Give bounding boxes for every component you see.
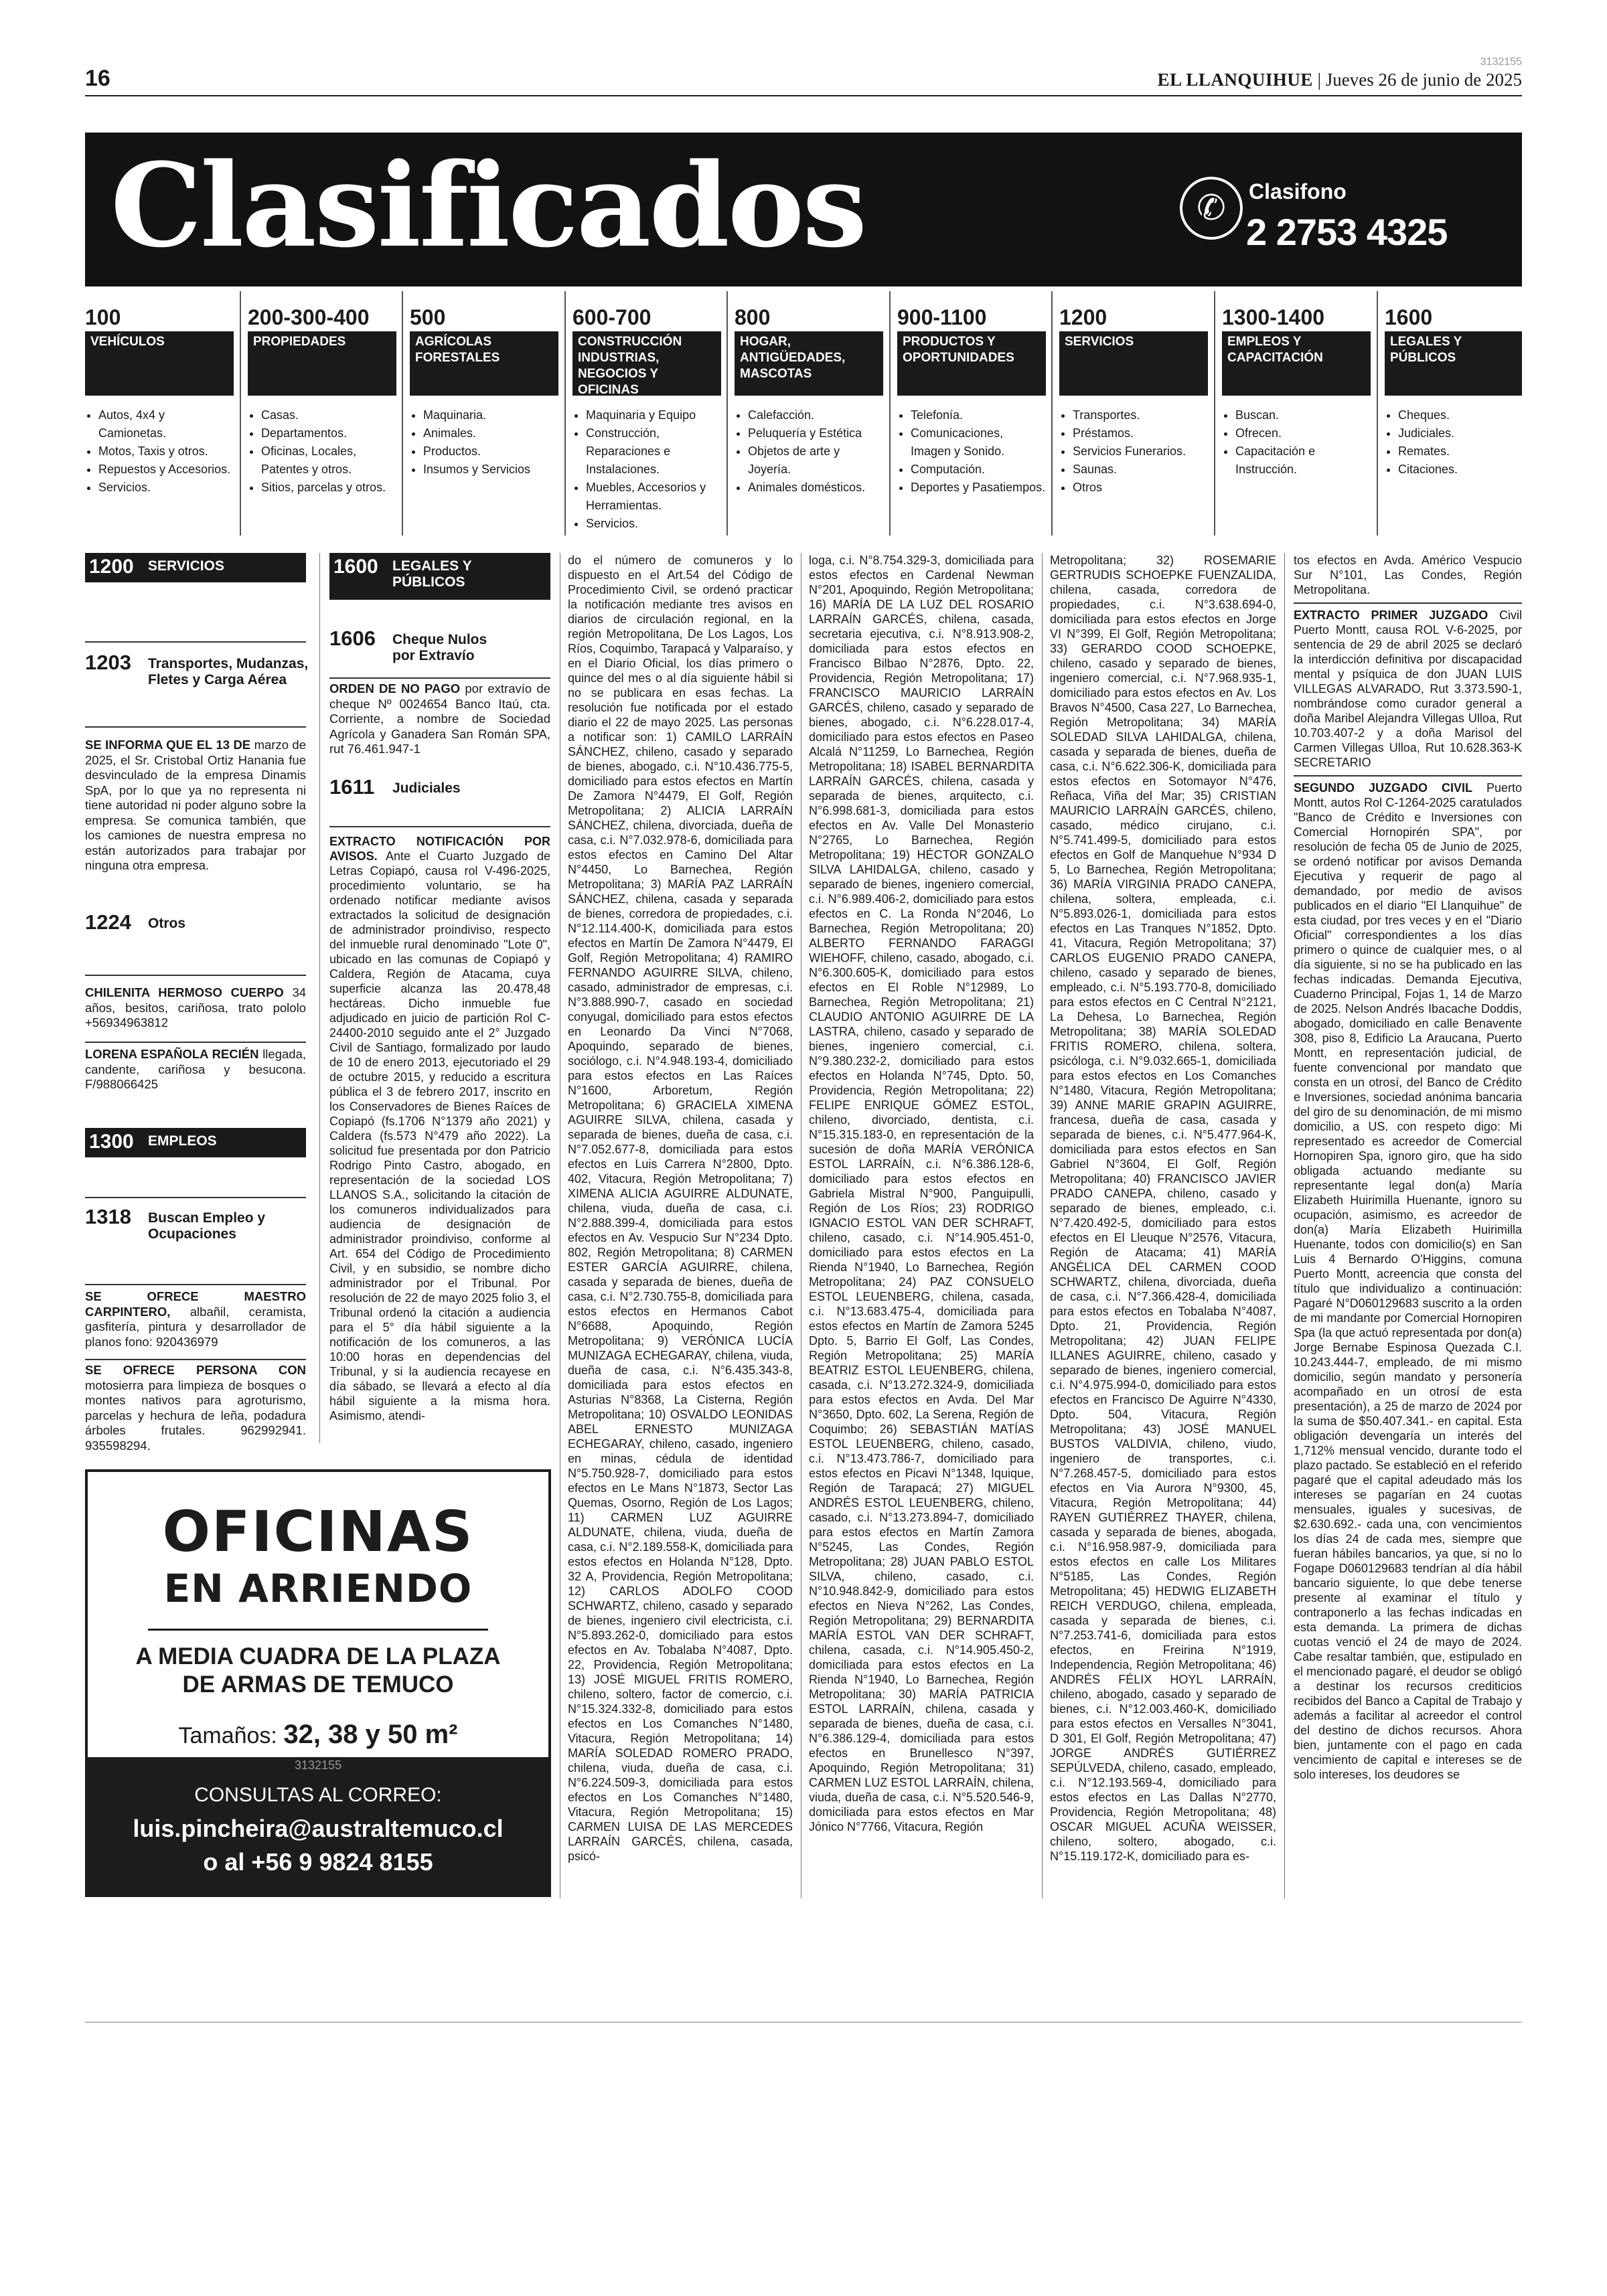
section-name: EMPLEOS [148,1133,217,1149]
category-1200 [1059,305,1208,532]
classifieds-banner [85,133,1522,286]
category-code: 100 [85,305,121,329]
category-items [1385,406,1522,479]
divider [329,826,550,827]
category-item: • Muebles, Accesorios y Herramientas. [586,479,721,515]
category-item: • Casas. [261,406,396,424]
subsection-name: Buscan Empleo y Ocupaciones [148,1210,266,1242]
subsection-buscan [85,1205,313,1258]
sizes-value: 32, 38 y 50 m² [283,1720,458,1749]
ad-chilenita [85,985,306,1031]
divider [85,1042,306,1043]
category-item: • Remates. [1398,442,1522,461]
subsection-code: 1224 [85,910,131,934]
category-item: • Repuestos y Accesorios. [98,461,234,479]
category-item: • Cheques. [1398,406,1522,424]
subsection-code: 1606 [329,627,376,650]
category-name: AGRÍCOLAS FORESTALES [410,331,558,396]
section-header-empleos [85,1128,306,1157]
category-divider [1377,291,1378,536]
section-code: 1300 [89,1131,134,1153]
category-name: CONSTRUCCIÓN INDUSTRIAS, NEGOCIOS Y OFICINAS [572,331,721,396]
category-name: LEGALES Y PÚBLICOS [1385,331,1522,396]
ad-lead: CHILENITA HERMOSO CUERPO [85,985,284,999]
divider [85,641,306,643]
office-ad-id-stamp: 3132155 [294,1758,342,1772]
divider [85,1284,306,1285]
ad-lead: SE OFRECE MAESTRO CARPINTERO, [85,1289,306,1319]
office-ad-panel [88,1472,548,1757]
subsection-otros [85,910,313,937]
category-divider [726,291,728,536]
category-divider [240,291,241,536]
phone-icon: ✆ [1180,177,1243,240]
category-item: • Transportes. [1073,406,1208,424]
category-item: • Insumos y Servicios [423,461,558,479]
subsection-name: Cheque Nulos por Extravío [392,632,487,663]
category-divider [1214,291,1215,536]
category-code: 600-700 [572,305,652,329]
category-items [85,406,234,497]
divider [148,1629,488,1631]
category-items [572,406,721,533]
category-item: • Maquinaria y Equipo [586,406,721,424]
category-code: 200-300-400 [248,305,370,329]
publication-line: EL LLANQUIHUE | Jueves 26 de junio de 2025 [1157,70,1522,90]
subsection-code: 1203 [85,651,131,674]
page-number: 16 [85,66,110,91]
category-code: 800 [735,305,771,329]
category-item: • Departamentos. [261,424,396,442]
divider [85,726,306,728]
notice-body: Civil Puerto Montt, causa ROL V-6-2025, por sentencia de 29 de abril 2025 se declaró la interdicción definitiva por discapacidad mental y psíquica de don JUAN LUIS VILLEGAS ALVARADO, Rut 3.373.590-1, nombrándose como curador general a doña Maribel Alejandra Villegas Ulloa, Rut 10.703.407-2 y a doña Marisol del Carmen Villegas Ulloa, Rut 10.628.363-K SECRETARIO [1294,608,1522,769]
subsection-name: Otros [148,916,186,931]
notices-col6 [1294,553,1522,1898]
category-item: • Construcción, Reparaciones e Instalaciones. [586,424,721,479]
category-item: • Sitios, parcelas y otros. [261,479,396,497]
category-item: • Judiciales. [1398,424,1522,442]
category-code: 1600 [1385,305,1433,329]
subsection-code: 1611 [329,775,375,799]
category-item: • Productos. [423,442,558,461]
ad-lead: SE INFORMA QUE EL 13 DE [85,738,251,752]
office-rental-ad [85,1469,551,1897]
category-item: • Deportes y Pasatiempos. [911,479,1046,497]
divider [85,975,306,976]
notice-continuation-col4: loga, c.i. N°8.754.329-3, domiciliada para estos efectos en Cardenal Newman N°201, Apoquindo, Región Metropolitana; 16) MARÍA DE LA LUZ DEL ROSARIO LARRAÍN GARCÉS, chilena, casada, secretaria ejecutiva, c.i. N°8.913.908-2, domiciliada para estos efectos en Francisco Bilbao N°2876, Dpto. 22, Providencia, Región Metropolitana; 17) FRANCISCO MAURICIO LARRAÍN GARCÉS, chileno, casado y separado de bienes, abogado, c.i. N°6.228.017-4, domiciliado para estos efectos en Paseo Alcalá N°11259, Lo Barnechea, Región Metropolitana; 18) ISABEL BERNARDITA LARRAÍN GARCÉS, chilena, casada y separada de bienes, arquitecto, c.i. N°6.998.681-3, domiciliada para estos efectos en Av. Valle Del Monasterio N°2765, Lo Barnechea, Región Metropolitana; 19) HÉCTOR GONZALO SILVA LAHIDALGA, chileno, casado y separado de bienes, ingeniero comercial, c.i. N°6.989.406-2, domiciliado para estos efectos en C. La Ronda N°2046, Lo Barnechea, Región Metropolitana; 20) ALBERTO FERNANDO FARAGGI WIEHOFF, chileno, casado, abogado, c.i. N°6.300.605-K, domiciliado para estos efectos en El Roble N°12989, Lo Barnechea, Región Metropolitana; 21) CLAUDIO ANTONIO AGUIRRE DE LA LASTRA, chileno, casado y separado de bienes, ingeniero comercial, c.i. N°9.380.232-2, domiciliado para estos efectos en Holanda N°745, Dpto. 50, Providencia, Región Metropolitana; 22) FELIPE ENRIQUE GÓMEZ ESTOL, chileno, divorciado, dentista, c.i. N°15.315.183-0, en representación de la sucesión de doña MARÍA VERÓNICA ESTOL LARRAÍN, c.i. N°6.386.128-6, domiciliado para estos efectos en Gabriela Mistral N°900, Panguipulli, Región de Los Ríos; 23) RODRIGO IGNACIO ESTOL VAN DER SCHRAFT, chileno, casado, c.i. N°14.905.451-0, domiciliado para estos efectos en La Rienda N°1940, Lo Barnechea, Región Metropolitana; 24) PAZ CONSUELO ESTOL LEUENBERG, chilena, casada, c.i. N°13.683.475-4, domiciliada para estos efectos en Martín de Zamora 5245 Dpto. 5, Barrio El Golf, Las Condes, Región Metropolitana; 25) MARÍA BEATRIZ ESTOL LEUENBERG, chilena, casada, c.i. N°13.272.324-9, domiciliada para estos efectos en Avda. Del Mar N°3650, Dpto. 602, La Serena, Región de Coquimbo; 26) SEBASTIÁN MATÍAS ESTOL LEUENBERG, chileno, casado, c.i. N°13.473.786-7, domiciliado para estos efectos en Picavi N°1348, Iquique, Región de Tarapacá; 27) MIGUEL ANDRÉS ESTOL LEUENBERG, chileno, casado, c.i. N°13.273.894-7, domiciliado para estos efectos en Martín Zamora N°5245, Las Condes, Región Metropolitana; 28) JUAN PABLO ESTOL SILVA, chileno, casado, c.i. N°10.948.842-9, domiciliado para estos efectos en Nieva N°262, Las Condes, Región Metropolitana; 29) BERNARDITA MARÍA ESTOL VAN DER SCHRAFT, chilena, casada, c.i. N°14.905.450-2, domiciliada para estos efectos en La Rienda N°1940, Lo Barnechea, Región Metropolitana; 30) MARÍA PATRICIA ESTOL LARRAÍN, chilena, casada y separada de bienes, dueña de casa, c.i. N°6.386.129-4, domiciliada para estos efectos en Brunellesco N°397, Apoquindo, Región Metropolitana; 31) CARMEN LUZ ESTOL LARRAÍN, chilena, viuda, dueña de casa, c.i. N°5.520.546-9, domiciliada para estos efectos en Mar Jónico N°7766, Vitacura, Región [809,554,1034,1833]
category-name: PRODUCTOS Y OPORTUNIDADES [897,331,1046,396]
section-name: LEGALES Y PÚBLICOS [392,558,472,590]
ad-persona [85,1363,306,1453]
column-divider [1042,553,1043,1898]
notice-extracto-copiapo [329,834,550,1423]
ad-body: llegada, candente, cariñosa y besucona. F/988066425 [85,1047,306,1091]
category-items [248,406,396,497]
notice-continuation-col3: do el número de comuneros y lo dispuesto en el Art.54 del Código de Procedimiento Civil, se ordenó practicar la notificación mediante tres avisos en diarios de circulación regional, en la región Metropolitana, De Los Lagos, Los Ríos, Coquimbo, Tarapacá y Valparaíso, y en el Diario Oficial, los días primero o quince del mes o al día siguiente hábil si no se publicara en esas fechas. La resolución fue notificada por el estado diario el 22 de mayo 2025. Las personas a notificar son: 1) CAMILO LARRAÍN SÁNCHEZ, chileno, casado y separado de bienes, abogado, c.i. N°10.436.775-5, domiciliado para estos efectos en Martín De Zamora N°4479, El Golf, Región Metropolitana; 2) ALICIA LARRAÍN SÁNCHEZ, chilena, divorciada, dueña de casa, c.i. N°7.032.978-6, domiciliada para estos efectos en Camino Del Altar N°4450, Lo Barnechea, Región Metropolitana; 3) MARÍA PAZ LARRAÍN SÁNCHEZ, chilena, casada y separada de bienes, corredora de propiedades, c.i. N°12.114.400-K, domiciliada para estos efectos en Martín De Zamora N°4479, El Golf, Región Metropolitana; 4) RAMIRO FERNANDO AGUIRRE SILVA, chileno, casado, administrador de empresas, c.i. N°3.888.990-7, casado en sociedad conyugal, domiciliado para estos efectos en Leonardo Da Vinci N°7068, Apoquindo, separado de bienes, sociólogo, c.i. N°4.948.193-4, domiciliado para estos efectos en Las Raíces N°1600, Arboretum, Región Metropolitana; 6) GRACIELA XIMENA AGUIRRE SILVA, chilena, casada y separada de bienes, dueña de casa, c.i. N°7.052.677-8, domiciliada para estos efectos en Luis Carrera N°2800, Dpto. 402, Vitacura, Región Metropolitana; 7) XIMENA ALICIA AGUIRRE ALDUNATE, chilena, viuda, dueña de casa, c.i. N°2.888.399-4, domiciliada para estos efectos en Av. Vespucio Sur N°234 Dpto. 802, Región Metropolitana; 8) CARMEN ESTER GARCÍA AGUIRRE, chilena, casada y separada de bienes, dueña de casa, c.i. N°2.730.755-8, domiciliada para estos efectos en Hermanos Cabot N°6688, Apoquindo, Región Metropolitana; 9) VERÓNICA LUCÍA MUNIZAGA ECHEGARAY, chilena, viuda, dueña de casa, c.i. N°6.435.343-8, domiciliada para estos efectos en Asturias N°8368, La Cisterna, Región Metropolitana; 10) OSVALDO LEONIDAS ABEL ERNESTO MUNIZAGA ECHEGARAY, chileno, casado, ingeniero en minas, cédula de identidad N°5.750.928-7, domiciliado para estos efectos en Le Mans N°1873, Sector Las Quemas, Osorno, Región de Los Lagos; 11) CARMEN LUZ AGUIRRE ALDUNATE, chilena, viuda, dueña de casa, c.i. N°2.189.558-K, domiciliada para estos efectos en Holanda N°128, Dpto. 32 A, Providencia, Región Metropolitana; 12) CARLOS ADOLFO COOD SCHWARTZ, chileno, casado y separado de bienes, ingeniero civil electricista, c.i. N°5.893.262-0, domiciliado para estos efectos en Av. Tobalaba N°4087, Dpto. 22, Providencia, Región Metropolitana; 13) JOSÉ MIGUEL FRITIS ROMERO, chileno, soltero, factor de comercio, c.i. N°15.324.332-8, domiciliado para estos efectos en Los Comanches N°1480, Vitacura, Región Metropolitana; 14) MARÍA SOLEDAD ROMERO PRADO, chilena, viuda, dueña de casa, c.i. N°6.224.509-3, domiciliada para estos efectos en Los Comanches N°1480, Vitacura, Región Metropolitana; 15) CARMEN LUISA DE LAS MERCEDES LARRAÍN GARCÉS, chilena, casada, psicó- [568,554,793,1863]
notice-lead: EXTRACTO PRIMER JUZGADO [1294,608,1488,622]
sizes-label: Tamaños: [178,1723,277,1748]
category-code: 500 [410,305,446,329]
ad-body: por extravío de cheque Nº 0024654 Banco Itaú, cta. Corriente, a nombre de Sociedad Agrícola y Ganadera San Román SPA, rut 76.461.947-1 [329,681,550,756]
column-divider [319,553,320,1443]
category-item: • Objetos de arte y Joyería. [748,442,883,479]
category-divider [1051,291,1053,536]
office-ad-location: A MEDIA CUADRA DE LA PLAZA [135,1643,501,1669]
id-stamp: 3132155 [1480,56,1522,68]
section-code: 1200 [89,556,134,578]
subsection-judiciales [329,775,550,802]
ad-body: albañil, ceramista, gasfitería, pintura y desarrollador de planos fono: 920436979 [85,1304,306,1349]
category-item: • Calefacción. [748,406,883,424]
category-item: • Buscan. [1235,406,1371,424]
category-divider [889,291,891,536]
divider [1294,775,1522,776]
notice-lead: SEGUNDO JUZGADO CIVIL [1294,781,1472,795]
category-name: HOGAR, ANTIGÜEDADES, MASCOTAS [735,331,883,396]
category-500 [410,305,558,532]
section-title: Clasificados [110,137,866,273]
category-item: • Servicios. [586,515,721,533]
category-name: EMPLEOS Y CAPACITACIÓN [1222,331,1371,396]
category-code: 1300-1400 [1222,305,1325,329]
category-900-1100 [897,305,1046,532]
ad-lead: LORENA ESPAÑOLA RECIÉN [85,1047,259,1061]
publication-date: Jueves 26 de junio de 2025 [1325,70,1522,90]
subsection-name: Judiciales [392,781,461,796]
category-200-300-400 [248,305,396,532]
office-ad-subtitle: EN ARRIENDO [163,1566,473,1611]
category-item: • Motos, Taxis y otros. [98,442,234,461]
running-header [85,56,1522,96]
subsection-code: 1318 [85,1205,131,1228]
category-item: • Peluquería y Estética [748,424,883,442]
section-header-legales [329,553,550,600]
office-ad-email: luis.pincheira@australtemuco.cl [133,1815,504,1842]
office-ad-location: DE ARMAS DE TEMUCO [182,1671,454,1698]
ad-lead: SE OFRECE PERSONA CON [85,1363,306,1377]
category-600-700 [572,305,721,532]
ad-orden-no-pago [329,681,550,757]
office-ad-phone: o al +56 9 9824 8155 [203,1848,433,1876]
category-item: • Maquinaria. [423,406,558,424]
category-item: • Saunas. [1073,461,1208,479]
category-code: 1200 [1059,305,1107,329]
category-item: • Autos, 4x4 y Camionetas. [98,406,234,442]
clasifono-label: Clasifono [1249,179,1347,203]
category-item: • Computación. [911,461,1046,479]
category-item: • Otros [1073,479,1208,497]
ad-body: marzo de 2025, el Sr. Cristobal Ortiz Hanania fue desvinculado de la empresa Dinamis SpA, por lo que ya no representa ni tiene autoridad ni poder alguno sobre la empresa. Se comunica también, que los camiones de nuestra empresa no están autorizados para trabajar por ninguna otra empresa. [85,738,307,872]
subsection-transportes [85,651,313,704]
office-ad-sizes [88,1720,548,1750]
ad-lorena [85,1047,306,1092]
divider [85,1359,306,1360]
category-100 [85,305,234,532]
category-items [897,406,1046,497]
section-name: SERVICIOS [148,558,224,574]
office-ad-contact-label: CONSULTAS AL CORREO: [194,1784,442,1806]
subsection-cheques [329,627,550,667]
category-1600 [1385,305,1522,532]
category-item: • Animales. [423,424,558,442]
category-1300-1400 [1222,305,1371,532]
category-item: • Animales domésticos. [748,479,883,497]
ad-body: motosierra para limpieza de bosques o montes nativos para agroturismo, parcelas y hechura de leña, podadura árboles frutales. 962992941. 935598294. [85,1378,306,1453]
category-divider [402,291,403,536]
publication-name: EL LLANQUIHUE [1157,70,1313,90]
category-item: • Ofrecen. [1235,424,1371,442]
ad-lead: EXTRACTO NOTIFICACIÓN POR AVISOS. [329,835,550,863]
category-800 [735,305,883,532]
category-items [410,406,558,479]
ad-lead: ORDEN DE NO PAGO [329,681,461,695]
category-name: VEHÍCULOS [85,331,234,396]
divider [329,677,550,679]
category-item: • Oficinas, Locales, Patentes y otros. [261,442,396,479]
category-item: • Servicios Funerarios. [1073,442,1208,461]
notice-extracto-primer-juzgado [1294,608,1522,770]
category-item: • Servicios. [98,479,234,497]
notice-intro-continuation: tos efectos en Avda. Américo Vespucio Sur N°101, Las Condes, Región Metropolitana. [1294,554,1522,596]
category-item: • Telefonía. [911,406,1046,424]
ad-body: Ante el Cuarto Juzgado de Letras Copiapó, causa rol V-496-2025, procedimiento voluntario, se ha ordenado notificar mediante avisos extractados la solicitud de designación de administrador proindiviso, respecto del inmueble rural denominado "Lote 0", ubicado en las comunas de Copiapó y Caldera, Región de Atacama, cuya superficie alcanza las 20.478,48 hectáreas. Dicho inmueble fue adjudicado en juicio de partición Rol C-24400-2010 seguido ante el 2° Juzgado Civil de Santiago, formalizado por laudo de 10 de enero 2013, ejecutoriado el 29 de octubre 2015, y reducido a escritura pública el 3 de febrero 2017, inscrito en los Conservadores de Bienes Raíces de Copiapó (fs.1706 N°1379 año 2021) y Caldera (fs.573 N°479 año 2022). La solicitud fue presentada por don Patricio Rodrigo Pinto Castro, abogado, en representación de la sociedad LOS LLANOS S.A., solicitando la citación de los comuneros individualizados para audiencia de designación de administrador proindiviso, conforme al Art. 654 del Código de Procedimiento Civil, y en subsidio, se nombre dicho administrador por el Tribunal. Por resolución de 22 de mayo 2025 folio 3, el Tribunal ordenó la citación a audiencia para el 5° día hábil siguiente a la notificación de los comuneros, a las 10:00 horas en dependencias del Tribunal, y si la audiencia recayese en día sábado, se llevará a efecto al día hábil siguiente a la misma hora. Asimismo, atendi- [329,849,550,1422]
section-code: 1600 [333,556,378,578]
category-divider [564,291,566,536]
ad-maestro [85,1289,306,1349]
ad-body: 34 años, besitos, cariñosa, trato pololo +56934963812 [85,985,307,1030]
category-code: 900-1100 [897,305,987,329]
divider [1294,602,1522,604]
office-ad-title: OFICINAS [162,1499,474,1564]
column-divider [1284,553,1285,1898]
category-items [735,406,883,497]
category-name: PROPIEDADES [248,331,396,396]
section-header-servicios [85,553,306,582]
notice-segundo-juzgado [1294,781,1522,1782]
ad-se-informa [85,738,306,874]
clasifono-number: 2 2753 4325 [1246,211,1448,253]
bottom-rule [85,2022,1522,2023]
category-item: • Préstamos. [1073,424,1208,442]
divider [85,1197,306,1198]
category-items [1222,406,1371,479]
category-item: • Comunicaciones, Imagen y Sonido. [911,424,1046,461]
notice-continuation-col5: Metropolitana; 32) ROSEMARIE GERTRUDIS SCHOEPKE FUENZALIDA, chilena, casada, corredora de propiedades, c.i. N°3.638.694-0, domiciliada para estos efectos en Jorge VI N°399, El Golf, Región Metropolitana; 33) GERARDO COOD SCHOEPKE, chileno, casado y separado de bienes, ingeniero comercial, c.i. N°7.968.935-1, domiciliado para estos efectos en Av. Los Bravos N°4500, Casa 227, Lo Barnechea, Región Metropolitana; 34) MARÍA SOLEDAD SILVA LAHIDALGA, chilena, casada y separada de bienes, dueña de casa, c.i. N°6.622.306-K, domiciliada para estos efectos en Sotomayor N°476, Reñaca, Viña del Mar; 35) CRISTIAN MAURICIO LARRAÍN GARCÉS, chileno, casado, médico cirujano, c.i. N°5.741.499-5, domiciliado para estos efectos en Golf de Manquehue N°934 D 5, Lo Barnechea, Región Metropolitana; 36) MARÍA VIRGINIA PRADO CANEPA, chilena, soltera, empleada, c.i. N°5.893.026-1, domiciliada para estos efectos en Las Tranques N°1852, Dpto. 41, Vitacura, Región Metropolitana; 37) CARLOS EUGENIO PRADO CANEPA, chileno, casado y separado de bienes, empleado, c.i. N°5.193.770-8, domiciliado para estos efectos en C Central N°2121, La Dehesa, Lo Barnechea, Región Metropolitana; 38) MARÍA SOLEDAD FRITIS ROMERO, chilena, soltera, psicóloga, c.i. N°9.032.665-1, domiciliada para estos efectos en Los Comanches N°1480, Vitacura, Región Metropolitana; 39) ANNE MARIE GRAPIN AGUIRRE, francesa, dueña de casa, casada y separada de bienes, c.i. N°5.477.964-K, domiciliada para estos efectos en San Gabriel N°3604, El Golf, Región Metropolitana; 40) FRANCISCO JAVIER PRADO CANEPA, chileno, casado y separado de bienes, empleado, c.i. N°7.420.492-5, domiciliado para estos efectos en El Lleuque N°2576, Vitacura, Región de Atacama; 41) MARÍA ANGÉLICA DEL CARMEN COOD SCHWARTZ, chilena, divorciada, dueña de casa, c.i. N°7.366.428-4, domiciliada para estos efectos en Tobalaba N°4087, Dpto. 21, Providencia, Región Metropolitana; 42) JUAN FELIPE ILLANES AGUIRRE, chileno, casado y separado de bienes, ingeniero comercial, c.i. N°4.975.994-0, domiciliado para estos efectos en Francisco De Aguirre N°4330, Dpto. 504, Vitacura, Región Metropolitana; 43) JOSÉ MANUEL BUSTOS VALDIVIA, chileno, viudo, ingeniero de transportes, c.i. N°7.268.457-5, domiciliado para estos efectos en Via Aurora N°9300, 45, Vitacura, Región Metropolitana; 44) RAYEN GUTIÉRREZ THAYER, chilena, casada y separada de bienes, abogada, c.i. N°16.958.987-9, domiciliada para estos efectos en calle Los Militares N°5185, Las Condes, Región Metropolitana; 45) HEDWIG ELIZABETH REICH VERDUGO, chilena, empleada, casada y separada de bienes, c.i. N°7.253.741-6, domiciliada para estos efectos, en Freirina N°1919, Independencia, Región Metropolitana; 46) ANDRÉS FÉLIX HOYL LARRAÍN, chileno, abogado, casado y separado de bienes, c.i. N°12.003.460-K, domiciliado para estos efectos en Versalles N°3041, D 301, El Golf, Región Metropolitana; 47) JORGE ANDRÉS GUTIÉRREZ SEPÚLVEDA, chileno, casado, empleado, c.i. N°12.193.569-4, domiciliado para estos efectos en Las Dallas N°2770, Providencia, Región Metropolitana; 48) OSCAR MIGUEL ACUÑA WEISSER, chileno, soltero, abogado, c.i. N°15.119.172-K, domiciliado para es- [1050,554,1276,1863]
subsection-name: Transportes, Mudanzas, Fletes y Carga Aérea [148,656,309,687]
category-items [1059,406,1208,497]
category-item: • Capacitación e Instrucción. [1235,442,1371,479]
category-name: SERVICIOS [1059,331,1208,396]
notice-body: Puerto Montt, autos Rol C-1264-2025 caratulados "Banco de Crédito e Inversiones con Comercial Hornopirén SPA", por resolución de fecha 05 de Junio de 2025, se ordenó notificar por avisos Demanda Ejecutiva y requerir de pago al demandado, por medio de avisos publicados en el diario "El Llanquihue" de esta ciudad, por tres veces y en el "Diario Oficial" correspondientes a los días primero o quince de cualquier mes, o al día siguiente, si no se ha publicado en las fechas indicadas. Demanda Ejecutiva, Cuaderno Principal, Fojas 1, 14 de Marzo de 2025. Nelson Andrés Ibacache Doddis, abogado, domiciliado en calle Benavente 308, piso 8, Edificio La Araucana, Puerto Montt, en representación judicial, de fuente convencional por mandato que consta en un otrosí, del Banco de Crédito e Inversiones, sociedad anónima bancaria del giro de su denominación, de mi mismo domicilio, a US. con respeto digo: Mi representado es acreedor de Comercial Hornopiren Spa, ignoro giro, que ha sido obligada actuando mediante su representante legal don(a) María Elizabeth Huirimilla Huenante, ignoro su ocupación, asimismo, es acreedor de don(a) María Elizabeth Huirimilla Huenante, todos con domicilio(s) en San Luis 4 Bernardo O'Higgins, comuna Puerto Montt, acreencia que consta del título que individualizo a continuación: Pagaré N°D060129683 suscrito a la orden de mi mandante por Comercial Hornopiren Spa (la que actuó representada por don(a) Jorge Bernabe Espinosa Quezada C.I. 10.243.444-7, empleado, de mi mismo domicilio, según mandato y personería acompañado en un otrosí de esta presentación), a 25 de marzo de 2024 por la suma de $50.407.341.- en capital. Esta obligación devengaría un interés del 1,712% mensual vencido, durante todo el plazo pactado. Se estableció en el referido pagaré que el capital adeudado más los intereses se pagarían en 24 cuotas mensuales, iguales y sucesivas, de $2.630.692.- cada una, con vencimientos los días 24 de cada mes, siempre que fueran hábiles bancarios, ya que, si no lo Fogape D060129683 tendrían al día hábil bancario siguiente, lo que debe tenerse presente al examinar el título y contraponerlo a las fechas indicadas en esta demanda. La primera de dichas cuotas venció el 24 de mayo de 2024. Cabe resaltar también, que, estipulado en el mencionado pagaré, el deudor se obligó a destinar los recursos crediticios recibidos del Banco a Capital de Trabajo y además a facilitar al acreedor el control del destino de dichos recursos. Ahora bien, juntamente con el pago en cada vencimiento de capital e intereses se de solo intereses, los deudores se [1294,781,1522,1781]
category-item: • Citaciones. [1398,461,1522,479]
